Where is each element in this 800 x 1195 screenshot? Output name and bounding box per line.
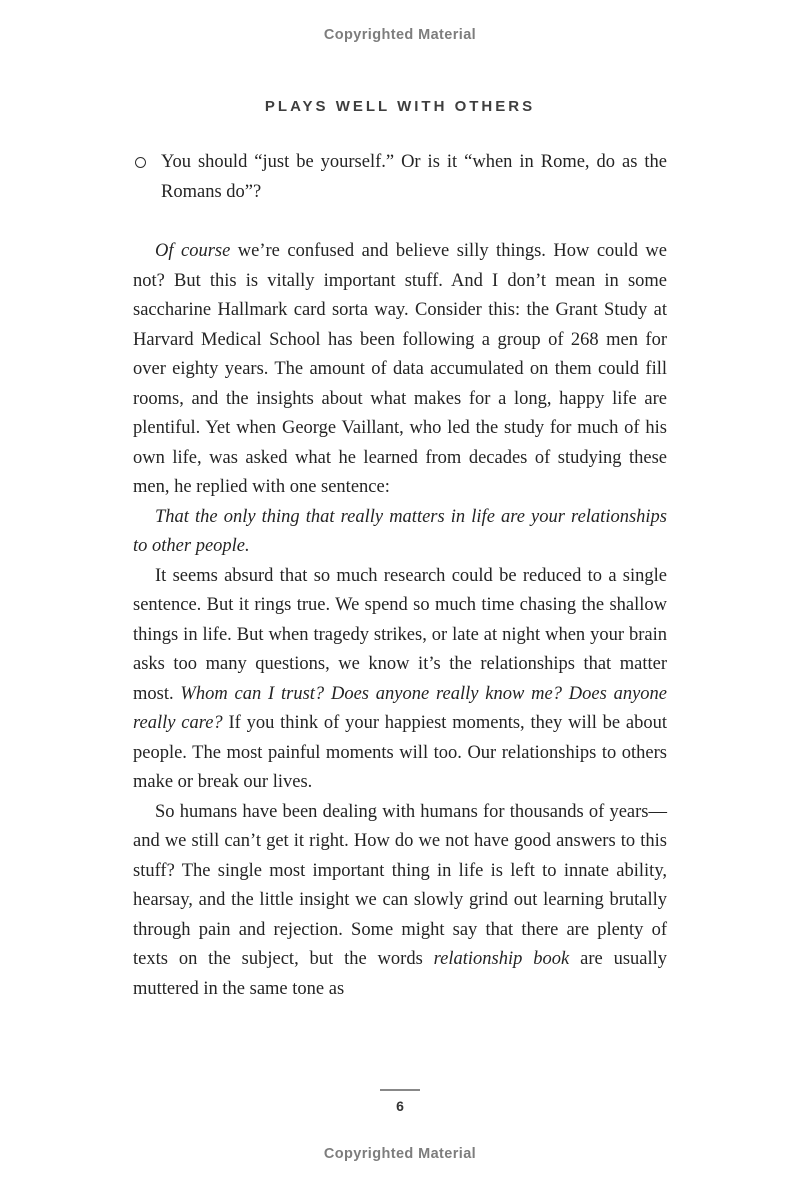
text-segment: If you think of your happiest moments, they will be about people. The most painful moments will too. Our relationships to others make or break our lives. [133, 713, 667, 792]
bullet-item-text [161, 148, 667, 207]
paragraph-grant-study [133, 237, 667, 503]
running-header: PLAYS WELL WITH OTHERS [264, 98, 536, 115]
italic-text-segment: relationship book [433, 949, 570, 969]
bullet-list-item [133, 148, 667, 207]
text-segment: It seems absurd that so much research could be reduced to a single sentence. But it rings true. We spend so much time chasing the shallow things in life. But when tragedy strikes, or late at night when your brain asks too many questions, we know it’s the relationships that matter most. [133, 565, 667, 704]
text-segment: So humans have been dealing with humans for thousands of years—and we still can’t get it right. How do we not have good answers to this stuff? The single most important thing in life is left to innate ability, hearsay, and the little insight we can slowly grind out learning brutally through pain and rejection. Some might say that there are plenty of texts on the subject, but the words [133, 801, 667, 969]
italic-text-segment: Whom can I trust? Does anyone really know me? Does anyone really care? [133, 683, 668, 733]
copyright-notice-bottom: Copyrighted Material [323, 1146, 477, 1162]
paragraph-humans-dealing [133, 798, 667, 1005]
text-segment: You should “just be yourself.” Or is it “when in Rome, do as the Romans do”? [161, 152, 667, 202]
italic-text-segment: Of course [155, 241, 231, 261]
body-text-column [133, 148, 667, 1004]
text-segment: we’re confused and believe silly things. How could we not? But this is vitally important stuff. And I don’t mean in some saccharine Hallmark card sorta way. Consider this: the Grant Study at Harvard Medical School has been following a group of 268 men for over eighty years. The amount of data accumulated on them could fill rooms, and the insights about what makes for a long, happy life are plentiful. Yet when George Vaillant, who led the study for much of his own life, was asked what he learned from decades of studying these men, he replied with one sentence: [133, 241, 667, 497]
italic-text-segment: That the only thing that really matters in life are your relationships to other people. [133, 506, 667, 556]
circle-bullet-icon [135, 157, 146, 168]
copyright-notice-top: Copyrighted Material [323, 27, 477, 43]
text-segment: are usually muttered in the same tone as [133, 949, 668, 999]
paragraph-vaillant-quote [133, 503, 667, 562]
paragraph-absurd-research [133, 562, 667, 798]
page-number: 6 [396, 1098, 404, 1114]
footer-divider [380, 1089, 420, 1091]
